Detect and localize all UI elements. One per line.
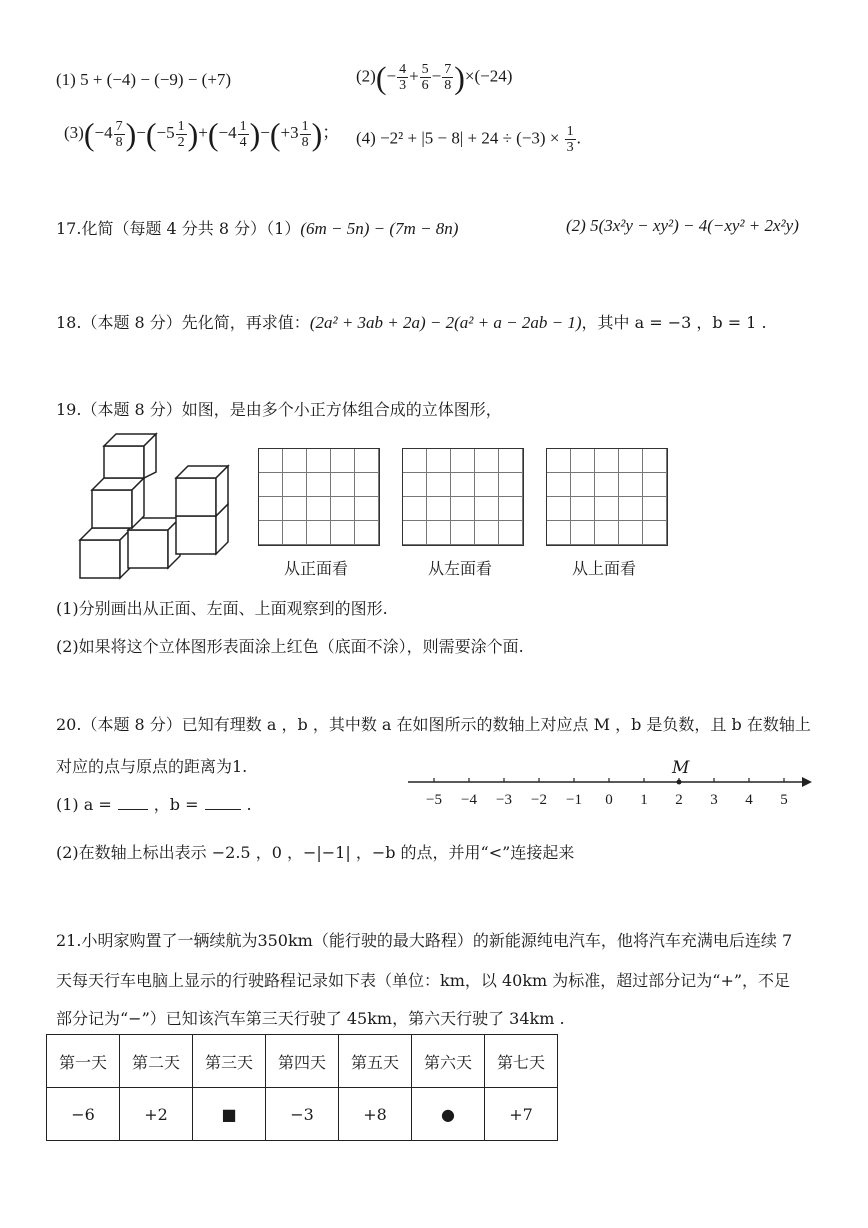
q20-line2: 对应的点与原点的距离为1.	[56, 757, 248, 776]
header-day6: 第六天	[412, 1035, 485, 1088]
q17-question: 17.化简（每题 4 分共 8 分）（1）(6m − 5n) − (7m − 8n)	[56, 219, 459, 238]
header-day3: 第三天	[193, 1035, 266, 1088]
tick-label: −1	[566, 792, 582, 808]
front-view-grid[interactable]	[258, 448, 380, 546]
cube-stack-figure	[76, 428, 236, 584]
q16-part2-prefix: (2)	[356, 66, 376, 86]
tick-label: 4	[745, 792, 753, 808]
value-day5: +8	[339, 1088, 412, 1141]
caption-top: 从上面看	[572, 559, 637, 578]
caption-front: 从正面看	[284, 559, 349, 578]
tick-label: 2	[675, 792, 683, 808]
header-day4: 第四天	[266, 1035, 339, 1088]
value-day1: −6	[47, 1088, 120, 1141]
tick-label: 0	[605, 792, 613, 808]
answer-a-blank[interactable]	[118, 809, 148, 810]
tick-label: 5	[780, 792, 788, 808]
q20-sub2: (2)在数轴上标出表示 −2.5 ，0 ，−|−1| ，−b 的点，并用“<”连接起来	[56, 843, 575, 862]
q16-part3: (3)(−4 $\frac{7}{8}$ )−(−5 $\frac{1}{2}$ )+(−4 $\frac{1}{4}$ )−(+3 $\frac{1}{8}$ )；	[64, 116, 340, 153]
q18-question: 18.（本题 8 分）先化简，再求值：(2a² + 3ab + 2a) − 2(a² + a − 2ab − 1)，其中 a = −3 ，b = 1 .	[56, 313, 767, 332]
q21-line2: 天每天行车电脑上显示的行驶路程记录如下表（单位：km，以 40km 为标准，超过部分记为“+”，不足	[56, 971, 791, 990]
q19-question: 19.（本题 8 分）如图，是由多个小正方体组合成的立体图形，	[56, 400, 502, 419]
tick-label: 1	[640, 792, 648, 808]
point-m-label: M	[672, 758, 690, 778]
mileage-table	[46, 1034, 558, 1141]
header-day1: 第一天	[47, 1035, 120, 1088]
value-day7: +7	[485, 1088, 558, 1141]
q20-sub1: (1) a = ，b = .	[56, 795, 252, 814]
q16-part1: (1) 5 + (−4) − (−9) − (+7)	[56, 70, 232, 89]
answer-b-blank[interactable]	[205, 809, 241, 810]
value-day2: +2	[120, 1088, 193, 1141]
left-view-grid[interactable]	[402, 448, 524, 546]
header-day7: 第七天	[485, 1035, 558, 1088]
tick-label: −5	[426, 792, 442, 808]
q21-line3: 部分记为“−”）已知该汽车第三天行驶了 45km，第六天行驶了 34km .	[56, 1009, 565, 1028]
q21-line1: 21.小明家购置了一辆续航为350km（能行驶的最大路程）的新能源纯电汽车，他将汽车充满电后连续 7	[56, 931, 793, 950]
tick-label: 3	[710, 792, 718, 808]
tick-label: −2	[531, 792, 547, 808]
top-view-grid[interactable]	[546, 448, 668, 546]
q19-sub1: (1)分别画出从正面、左面、上面观察到的图形.	[56, 599, 388, 618]
caption-left: 从左面看	[428, 559, 493, 578]
q19-sub2: (2)如果将这个立体图形表面涂上红色（底面不涂），则需要涂个面.	[56, 637, 524, 656]
q20-line1: 20.（本题 8 分）已知有理数 a ，b ，其中数 a 在如图所示的数轴上对应点 M ，b 是负数，且 b 在数轴上	[56, 715, 811, 734]
q17-part2: (2) 5(3x²y − xy²) − 4(−xy² + 2x²y)	[566, 216, 799, 235]
tick-label: −4	[461, 792, 477, 808]
tick-label: −3	[496, 792, 512, 808]
value-day3: ■	[193, 1088, 266, 1141]
q16-part4: (4) −2² + |5 − 8| + 24 ÷ (−3) × $\frac{1}{3}$ .	[356, 124, 581, 155]
value-day6: ●	[412, 1088, 485, 1141]
q16-part2: (2)(− $\frac{4}{3}$ + $\frac{5}{6}$ − $\frac{7}{8}$ )×(−24)	[356, 59, 513, 96]
header-day5: 第五天	[339, 1035, 412, 1088]
header-day2: 第二天	[120, 1035, 193, 1088]
number-line	[400, 756, 820, 816]
value-day4: −3	[266, 1088, 339, 1141]
